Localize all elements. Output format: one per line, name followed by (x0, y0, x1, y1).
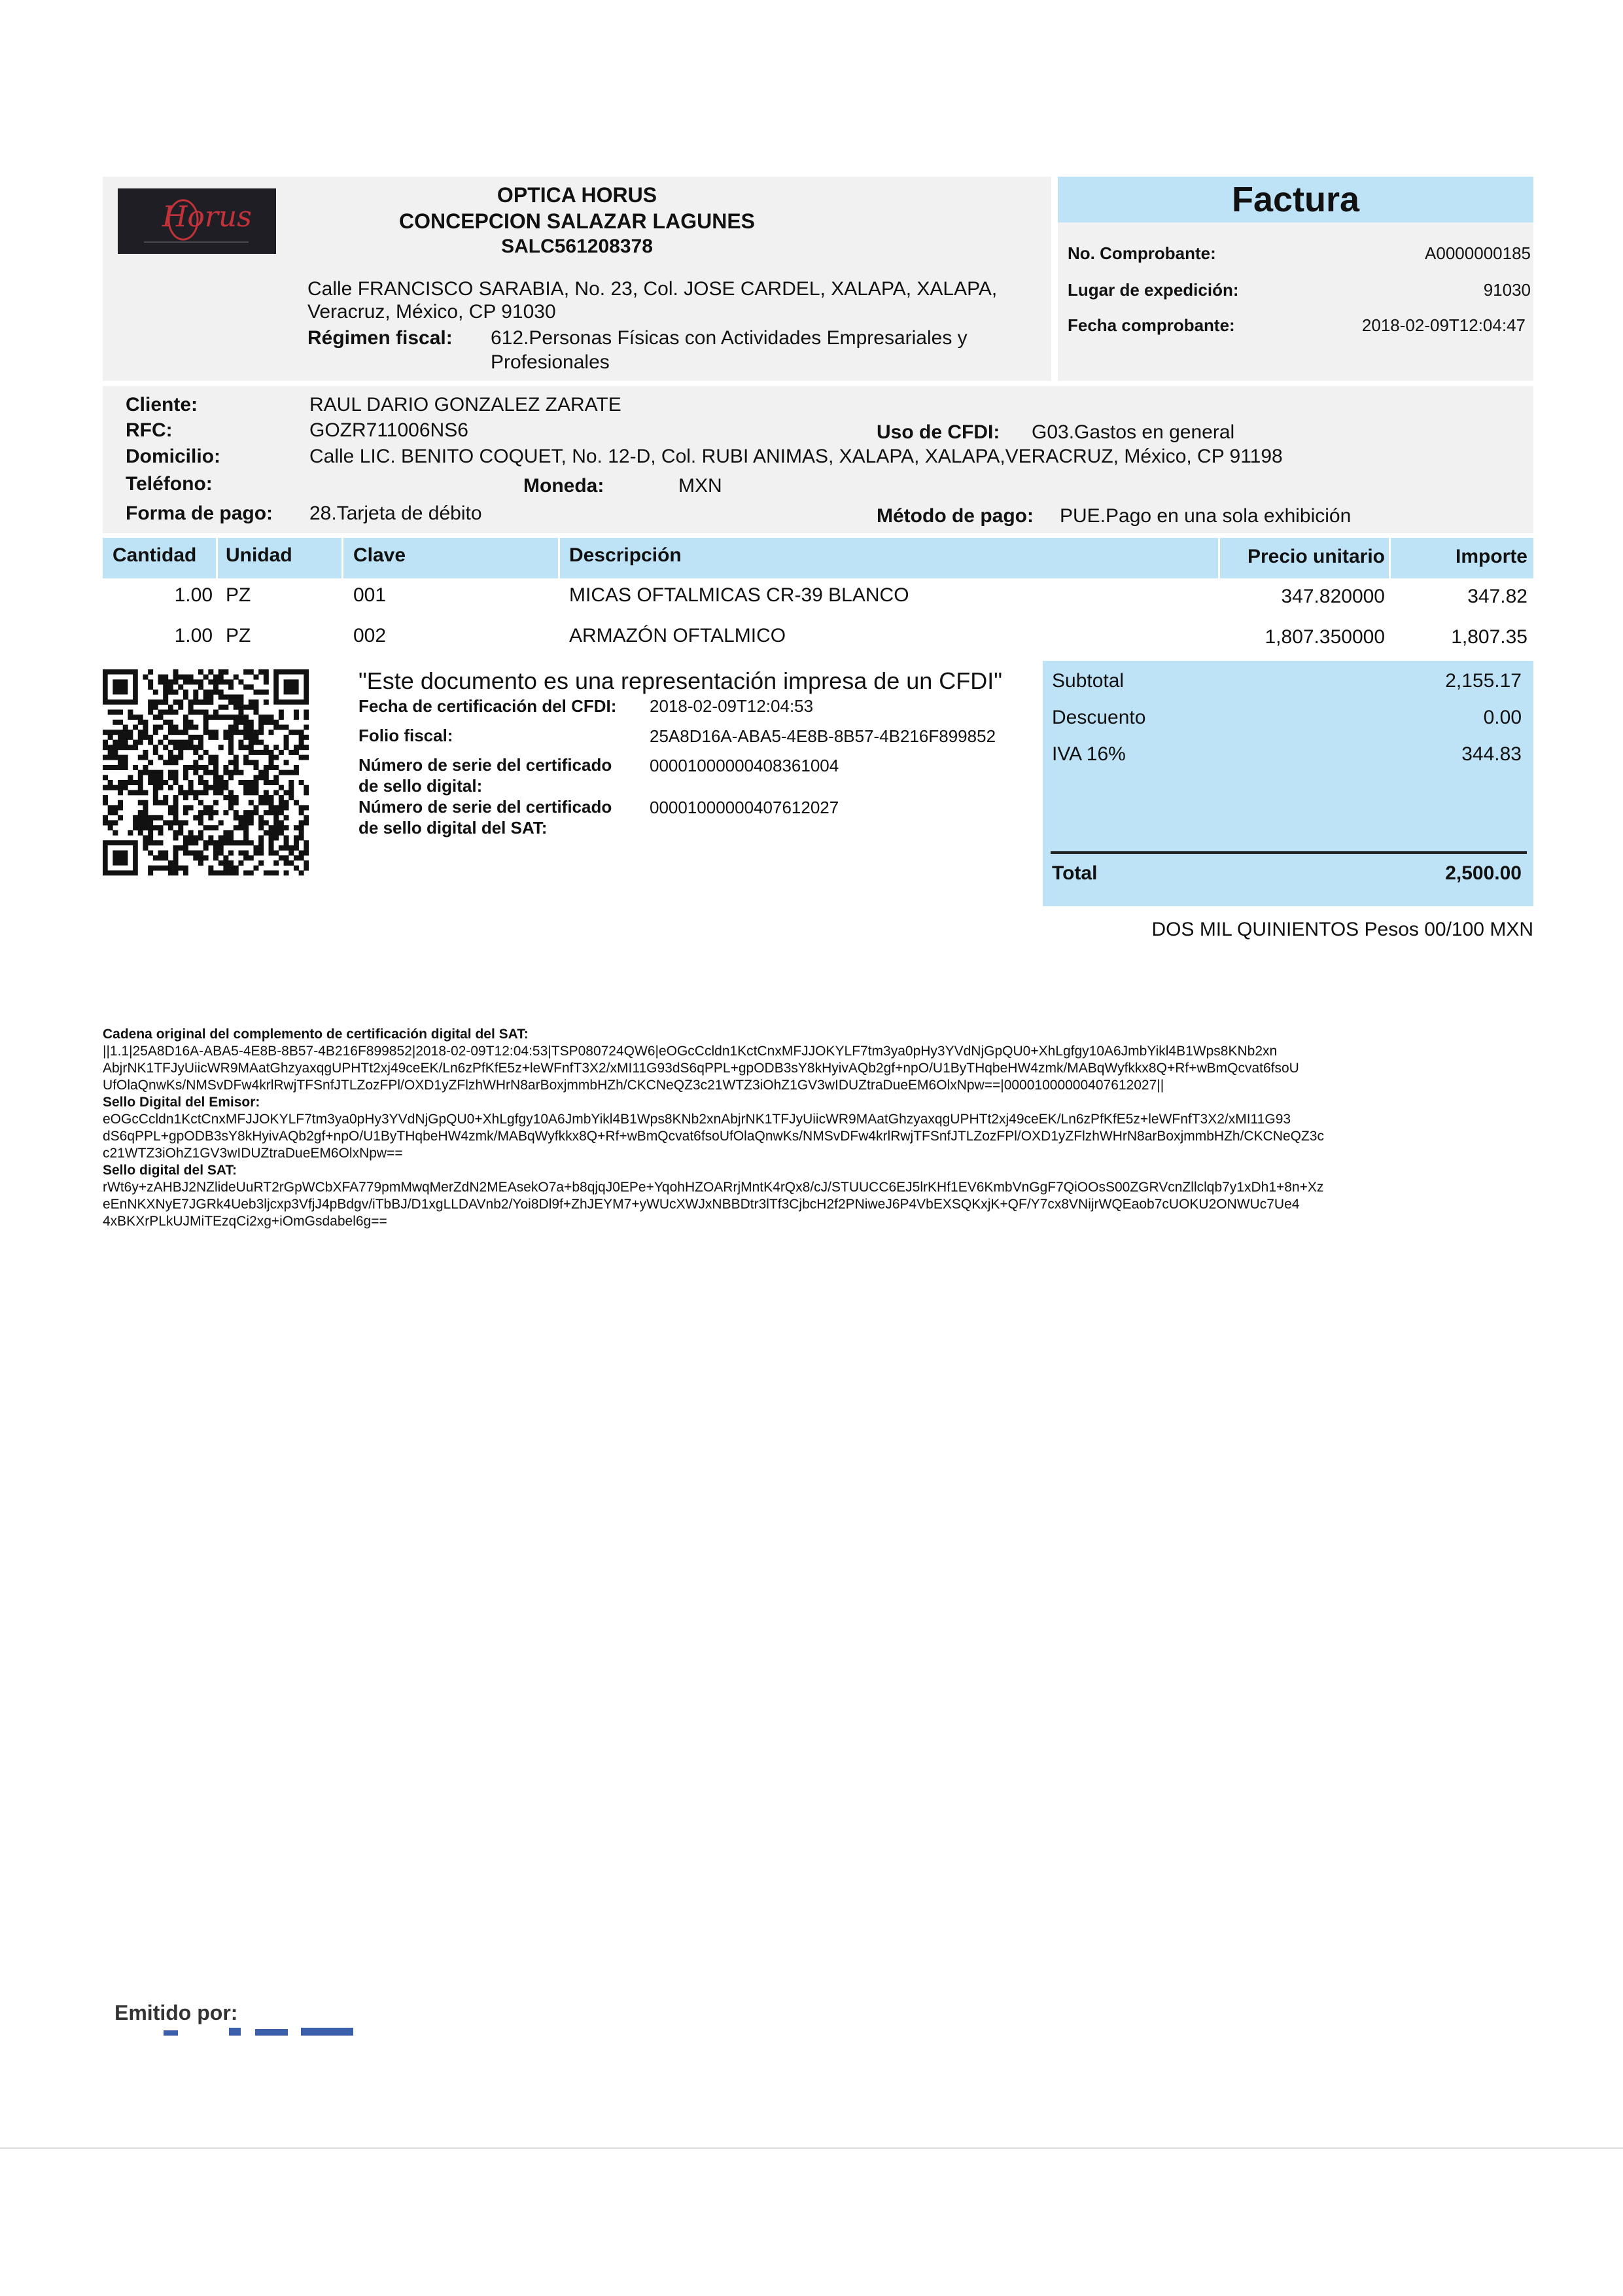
metodo-pago-value: PUE.Pago en una sola exhibición (1060, 505, 1352, 527)
col-header-importe: Importe (1455, 546, 1527, 567)
regimen-value-line2: Profesionales (491, 351, 610, 373)
lugar-label: Lugar de expedición: (1068, 280, 1239, 300)
rfc-label: RFC: (126, 419, 173, 441)
comprobante-value: A0000000185 (1425, 243, 1531, 263)
comprobante-label: No. Comprobante: (1068, 243, 1216, 263)
sello-emisor-title: Sello Digital del Emisor: (103, 1095, 260, 1110)
serie-cert-value: 00001000000408361004 (650, 756, 839, 775)
col-header-unidad: Unidad (226, 544, 292, 566)
invoice-title: Factura (1231, 180, 1360, 219)
regimen-label: Régimen fiscal: (307, 327, 453, 349)
cell-descripcion: MICAS OFTALMICAS CR-39 BLANCO (569, 584, 909, 606)
moneda-label: Moneda: (523, 475, 604, 497)
iva-value: 344.83 (1461, 743, 1522, 765)
forma-pago-label: Forma de pago: (126, 503, 273, 524)
issuer-name: OPTICA HORUS (497, 183, 657, 207)
sello-sat-line: rWt6y+zAHBJ2NZlideUuRT2rGpWCbXFA779pmMwqMerZdN2MEAsekO7a+b8qjqJ0EPe+YqohHZOARrjMntK4rQx8/cJ/STUUCC6EJ5lrKHf1EV6KmbVnGgF7QiOOsS00ZGRVcnZllclqb7y1xDh1+8n+Xz (103, 1180, 1324, 1195)
col-header-precio-unitario: Precio unitario (1247, 546, 1385, 567)
cell-importe: 347.82 (1467, 586, 1527, 607)
domicilio-label: Domicilio: (126, 446, 221, 467)
qr-code-graphic (103, 669, 309, 875)
cell-descripcion: ARMAZÓN OFTALMICO (569, 625, 786, 646)
cliente-value: RAUL DARIO GONZALEZ ZARATE (309, 394, 621, 415)
cell-precio-unitario: 1,807.350000 (1265, 626, 1385, 648)
regimen-value-line1: 612.Personas Físicas con Actividades Empresariales y (491, 327, 968, 349)
logo-wordmark: Horus (162, 200, 252, 234)
footer-divider (0, 2147, 1623, 2149)
totals-divider (1051, 851, 1527, 854)
cadena-title: Cadena original del complemento de certificación digital del SAT: (103, 1027, 529, 1042)
cadena-line: AbjrNK1TFJyUiicWR9MAatGhzyaxqgUPHTt2xj49ceEK/Ln6zPfKfE5z+leWFnfT3X2/xMI11G93dS6qPPL+gpODB3sY8kHyivAQb2gf+npO/U1ByTHqbeHW4zmk/MABqWyfkkx8Q+Rf+wBmQcvat6fsoU (103, 1061, 1299, 1076)
sello-sat-line: eEnNKXNyE7JGRk4Ueb3ljcxp3VfjJ4pBdgv/iTbBJ/D1xgLLDAVnb2/Yoi8Dl9f+ZhJEYM7+yWUcXWJxNBBDtr3lTf3CjbcH2f2PNiweJ6P4VbEXSQKxjK+QF/Y7cx8VNijrWQEaob7cUOKU2ONWUc7Ue4 (103, 1197, 1300, 1212)
domicilio-value: Calle LIC. BENITO COQUET, No. 12-D, Col. RUBI ANIMAS, XALAPA, XALAPA,VERACRUZ, México, CP 91198 (309, 446, 1283, 467)
total-label: Total (1052, 862, 1098, 884)
cell-importe: 1,807.35 (1451, 626, 1527, 648)
cell-clave: 002 (353, 625, 387, 646)
forma-pago-value: 28.Tarjeta de débito (309, 503, 482, 524)
cadena-line: ||1.1|25A8D16A-ABA5-4E8B-8B57-4B216F899852|2018-02-09T12:04:53|TSP080724QW6|eOGcCcldn1KctCnxMFJJOKYLF7tm3ya0pHy3YVdNjGpQU0+XhLgfgy10A6JmbYikl4B1Wps8KNb2xn (103, 1044, 1278, 1059)
cliente-label: Cliente: (126, 394, 198, 415)
fecha-label: Fecha comprobante: (1068, 315, 1235, 335)
col-header-descripcion: Descripción (569, 544, 682, 566)
sello-emisor-line: c21WTZ3iOhZ1GV3wIDUZtraDueEM6OlxNpw== (103, 1146, 403, 1161)
sello-sat-line: 4xBKXrPLkUJMiTEzqCi2xg+iOmGsdabel6g== (103, 1214, 387, 1229)
column-divider (341, 538, 343, 578)
descuento-value: 0.00 (1483, 707, 1522, 728)
total-value: 2,500.00 (1445, 862, 1522, 884)
rfc-value: GOZR711006NS6 (309, 419, 468, 441)
table-row (103, 584, 1533, 617)
issuer-address-line1: Calle FRANCISCO SARABIA, No. 23, Col. JOSE CARDEL, XALAPA, XALAPA, (307, 278, 998, 300)
column-divider (558, 538, 560, 578)
col-header-clave: Clave (353, 544, 406, 566)
cell-unidad: PZ (226, 625, 251, 646)
serie-sat-label-2: de sello digital del SAT: (358, 818, 548, 838)
sello-emisor-line: dS6qPPL+gpODB3sY8kHyivAQb2gf+npO/U1ByTHqbeHW4zmk/MABqWyfkkx8Q+Rf+wBmQcvat6fsoUfOlaQnwKs/NMSvDFw4krlRwjTFSnfJTLZozFPl/OXD1yZFlzhWHrN8arBoxjmmbHZh/CKCNeQZ3c (103, 1129, 1324, 1144)
serie-sat-label-1: Número de serie del certificado (358, 797, 612, 817)
sello-sat-title: Sello digital del SAT: (103, 1163, 237, 1178)
folio-fiscal-label: Folio fiscal: (358, 726, 453, 745)
serie-cert-label-1: Número de serie del certificado (358, 755, 612, 775)
descuento-label: Descuento (1052, 707, 1146, 728)
emitido-por-label: Emitido por: (114, 2001, 238, 2024)
qr-code (103, 669, 309, 875)
folio-fiscal-value: 25A8D16A-ABA5-4E8B-8B57-4B216F899852 (650, 726, 996, 746)
cell-cantidad: 1.00 (174, 625, 213, 646)
issuer-rfc: SALC561208378 (501, 236, 653, 257)
serie-cert-label-2: de sello digital: (358, 776, 483, 796)
fecha-value: 2018-02-09T12:04:47 (1361, 315, 1526, 335)
iva-label: IVA 16% (1052, 743, 1126, 765)
amount-in-words: DOS MIL QUINIENTOS Pesos 00/100 MXN (1151, 919, 1533, 940)
cert-fecha-value: 2018-02-09T12:04:53 (650, 696, 814, 716)
lugar-value: 91030 (1483, 280, 1531, 300)
signature-mark (164, 2027, 379, 2035)
table-row (103, 625, 1533, 658)
moneda-value: MXN (678, 475, 722, 497)
cell-precio-unitario: 347.820000 (1281, 586, 1385, 607)
metodo-pago-label: Método de pago: (877, 505, 1034, 527)
serie-sat-value: 00001000000407612027 (650, 798, 839, 817)
telefono-label: Teléfono: (126, 473, 213, 495)
subtotal-label: Subtotal (1052, 670, 1125, 692)
cert-fecha-label: Fecha de certificación del CFDI: (358, 696, 617, 716)
sello-emisor-line: eOGcCcldn1KctCnxMFJJOKYLF7tm3ya0pHy3YVdNjGpQU0+XhLgfgy10A6JmbYikl4B1Wps8KNb2xnAbjrNK1TFJyUiicWR9MAatGhzyaxqgUPHTt2xj49ceEK/Ln6zPfKfE5z+leWFnfT3X2/xMI11G93 (103, 1112, 1291, 1127)
uso-cfdi-value: G03.Gastos en general (1032, 421, 1235, 443)
uso-cfdi-label: Uso de CFDI: (877, 421, 1000, 443)
col-header-cantidad: Cantidad (113, 544, 197, 566)
cfdi-statement: "Este documento es una representación impresa de un CFDI" (358, 667, 1003, 694)
column-divider (216, 538, 218, 578)
cell-cantidad: 1.00 (174, 584, 213, 606)
cell-unidad: PZ (226, 584, 251, 606)
cell-clave: 001 (353, 584, 387, 606)
issuer-owner: CONCEPCION SALAZAR LAGUNES (398, 209, 755, 233)
signature-graphic (164, 2028, 379, 2036)
subtotal-value: 2,155.17 (1445, 670, 1522, 692)
cadena-line: UfOlaQnwKs/NMSvDFw4krlRwjTFSnfJTLZozFPl/OXD1yZFlzhWHrN8arBoxjmmbHZh/CKCNeQZ3c21WTZ3iOhZ1GV3wIDUZtraDueEM6OlxNpw==|00001000000407612027|| (103, 1078, 1164, 1093)
issuer-address-line2: Veracruz, México, CP 91030 (307, 301, 556, 323)
